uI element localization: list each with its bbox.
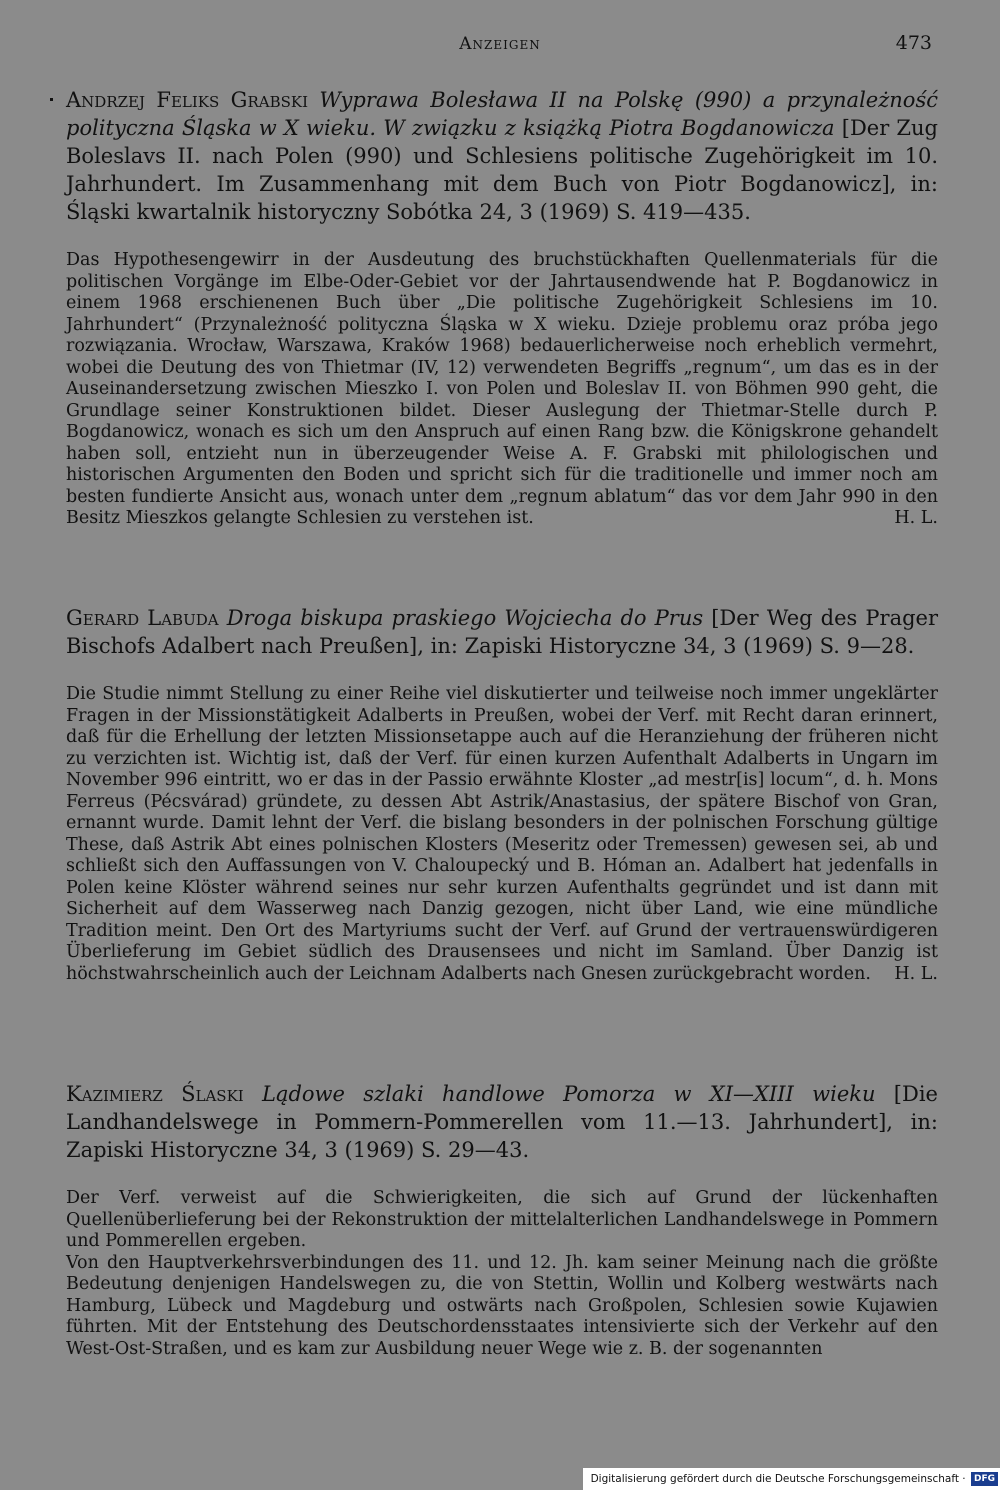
review-text — [66, 684, 938, 985]
dfg-logo: DFG — [971, 1472, 998, 1486]
paragraph: Die Studie nimmt Stellung zu einer Reihe viel diskutierter und teilweise noch immer ungeklärter Fragen in der Missionstätigkeit Adalberts in Preußen, wobei der Verf. mit Recht daran erinnert, daß für die Erhellung der letzten Missionsetappe auch auf die Heranziehung der früheren nicht zu verzichten ist. Wichtig ist, daß der Verf. für einen kurzen Aufenthalt Adalberts in Ungarn im November 996 eintritt, wo er das in der Passio erwähnte Kloster „ad mestr[is] locum“, d. h. Mons Ferreus (Pécsvárad) gründete, zu dessen Abt Astrik/Anastasius, der spätere Bischof von Gran, ernannt wurde. Damit lehnt der Verf. die bislang besonders in der polnischen Forschung gültige These, daß Astrik Abt eines polnischen Klosters (Meseritz oder Tremessen) gewesen sei, ab und schließt sich den Auffassungen von V. Chaloupecký und B. Hóman an. Adalbert hat jedenfalls in Polen keine Klöster während seines nur sehr kurzen Aufenthalts gegründet und ist dann mit Sicherheit auf dem Wasserweg nach Danzig gezogen, nicht über Land, wie eine mündliche Tradition meint. Den Ort des Martyriums sucht der Verf. auf Grund der vertrauenswürdigeren Überlieferung im Gebiet südlich des Drausensees und nicht im Samland. Über Danzig ist höchstwahrscheinlich auch der Leichnam Adalberts nach Gnesen zurückgebracht worden. H. L. — [66, 684, 938, 984]
page-header — [0, 30, 1000, 60]
work-title: Wyprawa Bolesława II na Polskę (990) a przynależność polityczna Śląska w X wieku. W związku z książką Piotra Bogdanowicza — [66, 88, 938, 140]
work-title: Droga biskupa praskiego Wojciecha do Prus — [226, 606, 704, 630]
review-entry-2 — [66, 604, 938, 985]
author: Andrzej Feliks Grabski — [66, 88, 308, 112]
paragraph: Der Verf. verweist auf die Schwierigkeiten, die sich auf Grund der lückenhaften Quellenüberlieferung bei der Rekonstruktion der mittelalterlichen Landhandelswege in Pommern und Pommerellen ergeben. — [66, 1188, 938, 1251]
citation-details: [Der Zug Boleslavs II. nach Polen (990) und Schlesiens politische Zugehörigkeit im 10. Jahrhundert. Im Zusammenhang mit dem Buch von Piotr Bogdanowicz], in: Śląski kwartalnik historyczny Sobótka 24, 3 (1969) S. 419—435. — [66, 116, 938, 224]
review-text — [66, 1188, 938, 1360]
citation — [66, 604, 938, 660]
citation — [66, 1080, 938, 1164]
reviewer-initials: H. L. — [894, 963, 938, 984]
author: Kazimierz Ślaski — [66, 1082, 244, 1106]
reviewer-initials: H. L. — [894, 508, 938, 528]
footer-text: Digitalisierung gefördert durch die Deutsche Forschungsgemeinschaft · — [590, 1473, 966, 1485]
citation-details: [Der Weg des Prager Bischofs Adalbert nach Preußen], in: Zapiski Historyczne 34, 3 (1969) S. 9—28. — [66, 606, 938, 658]
margin-mark — [50, 98, 53, 101]
author: Gerard Labuda — [66, 606, 219, 630]
review-entry-3 — [66, 1080, 938, 1360]
citation-details: [Die Landhandelswege in Pommern-Pommerellen vom 11.—13. Jahrhundert], in: Zapiski Historyczne 34, 3 (1969) S. 29—43. — [66, 1082, 938, 1162]
paragraph: Von den Hauptverkehrsverbindungen des 11. und 12. Jh. kam seiner Meinung nach die größte Bedeutung denjenigen Handelswegen zu, die von Stettin, Wollin und Kolberg westwärts nach Hamburg, Lübeck und Magdeburg und ostwärts nach Großpolen, Schlesien sowie Kujawien führten. Mit der Entstehung des Deutschordensstaates intensivierte sich der Verkehr auf den West-Ost-Straßen, und es kam zur Ausbildung neuer Wege wie z. B. der sogenannten — [66, 1252, 938, 1359]
running-title: Anzeigen — [459, 34, 541, 54]
page-number: 473 — [895, 32, 932, 54]
review-text — [66, 250, 938, 530]
citation — [66, 86, 938, 226]
paragraph: Das Hypothesengewirr in der Ausdeutung des bruchstückhaften Quellenmaterials für die politischen Vorgänge im Elbe-Oder-Gebiet vor der Jahrtausendwende hat P. Bogdanowicz in einem 1968 erschienenen Buch über „Die politische Zugehörigkeit Schlesiens im 10. Jahrhundert“ (Przynależność polityczna Śląska w X wieku. Dzieje problemu oraz próba jego rozwiązania. Wrocław, Warszawa, Kraków 1968) bedauerlicherweise noch erheblich vermehrt, wobei die Deutung des von Thietmar (IV, 12) verwendeten Begriffs „regnum“, um das es in der Auseinandersetzung zwischen Mieszko I. von Polen und Boleslav II. von Böhmen 990 geht, die Grundlage seiner Konstruktionen bildet. Dieser Auslegung der Thietmar-Stelle durch P. Bogdanowicz, wonach es sich um den Anspruch auf einen Rang bzw. die Königskrone gehandelt haben soll, entzieht nun in überzeugender Weise A. F. Grabski mit philologischen und historischen Argumenten den Boden und spricht sich für die traditionelle und immer noch am besten fundierte Ansicht aus, wonach unter dem „regnum ablatum“ das vor dem Jahr 990 in den Besitz Mieszkos gelangte Schlesien zu verstehen ist. H. L. — [66, 250, 938, 528]
review-entry-1 — [66, 86, 938, 530]
work-title: Lądowe szlaki handlowe Pomorza w XI—XIII wieku — [262, 1082, 876, 1106]
funding-footer — [583, 1468, 1000, 1490]
